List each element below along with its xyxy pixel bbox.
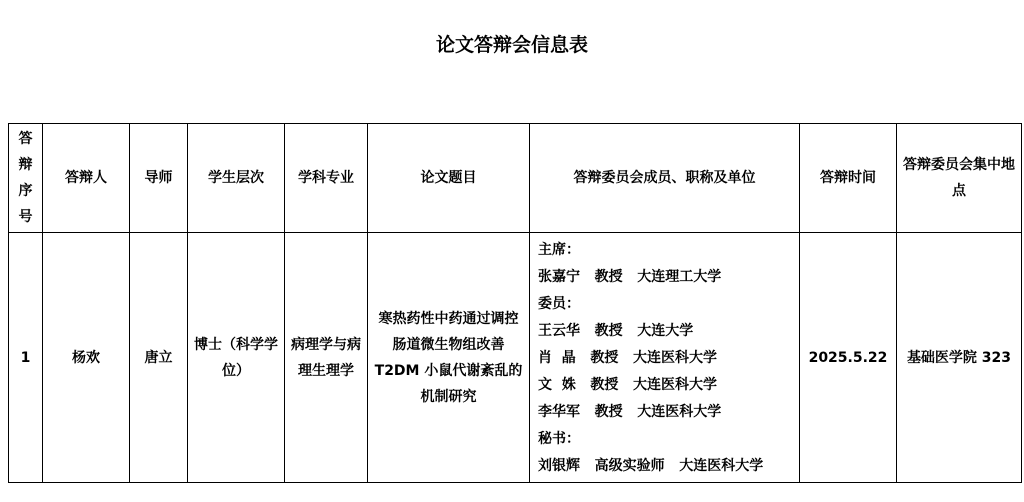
committee-line: 秘书： (538, 431, 580, 447)
cell-level: 博士（科学学位） (188, 233, 285, 483)
header-thesis: 论文题目 (368, 124, 530, 233)
committee-line: 刘银辉 高级实验师 大连医科大学 (538, 458, 764, 474)
committee-line: 肖 晶 教授 大连医科大学 (538, 350, 717, 366)
cell-seq: 1 (9, 233, 43, 483)
table-row (9, 233, 1022, 483)
defense-info-table (8, 123, 1022, 483)
committee-line: 文 姝 教授 大连医科大学 (538, 377, 717, 393)
committee-line: 李华军 教授 大连医科大学 (538, 404, 722, 420)
cell-committee (530, 233, 800, 483)
header-location: 答辩委员会集中地点 (897, 124, 1022, 233)
cell-location: 基础医学院 323 (897, 233, 1022, 483)
header-level: 学生层次 (188, 124, 285, 233)
header-major: 学科专业 (285, 124, 368, 233)
cell-defender: 杨欢 (43, 233, 130, 483)
cell-major: 病理学与病理生理学 (285, 233, 368, 483)
cell-time: 2025.5.22 (800, 233, 897, 483)
header-time: 答辩时间 (800, 124, 897, 233)
table-header-row (9, 124, 1022, 233)
committee-line: 主席： (538, 242, 580, 258)
committee-line: 委员： (538, 296, 580, 312)
header-seq: 答 辩 序 号 (9, 124, 43, 233)
page-title: 论文答辩会信息表 (435, 34, 588, 56)
header-committee: 答辩委员会成员、职称及单位 (530, 124, 800, 233)
header-advisor: 导师 (130, 124, 188, 233)
cell-thesis: 寒热药性中药通过调控肠道微生物组改善 T2DM 小鼠代谢紊乱的机制研究 (368, 233, 530, 483)
committee-line: 王云华 教授 大连大学 (538, 323, 694, 339)
cell-advisor: 唐立 (130, 233, 188, 483)
header-defender: 答辩人 (43, 124, 130, 233)
committee-line: 张嘉宁 教授 大连理工大学 (538, 269, 722, 285)
